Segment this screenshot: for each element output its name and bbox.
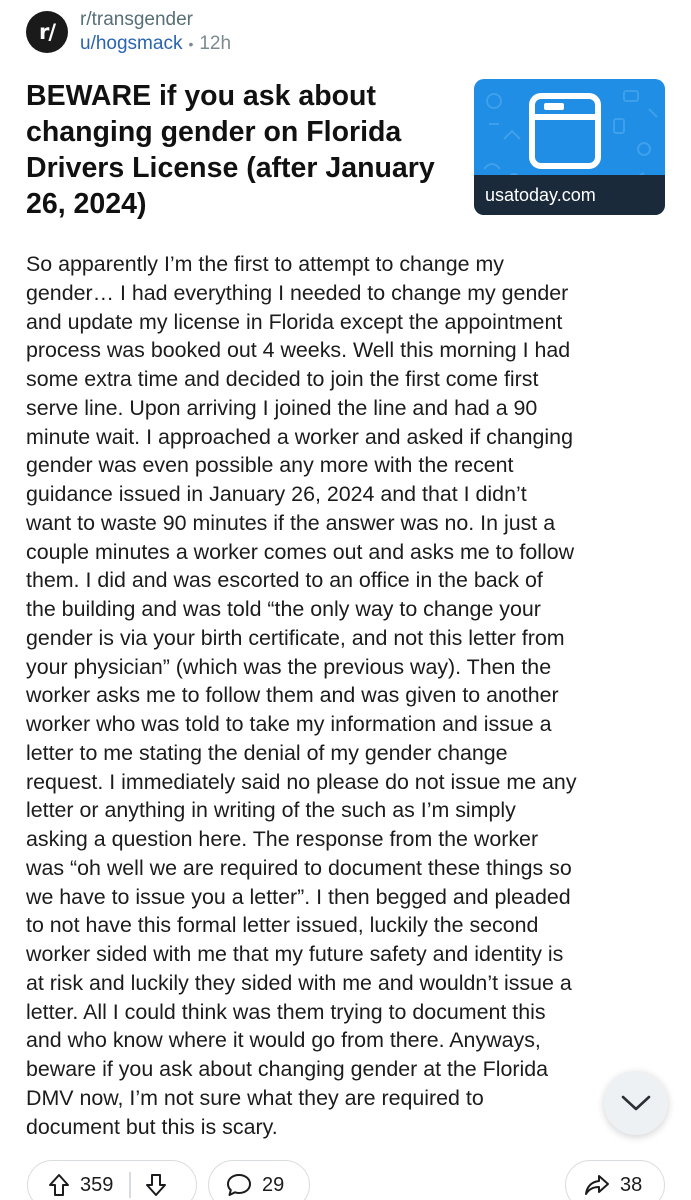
meta-separator: •: [188, 36, 194, 52]
link-domain: usatoday.com: [474, 175, 665, 215]
comment-count: 29: [262, 1173, 285, 1196]
vote-divider: [129, 1172, 131, 1198]
chevron-down-icon: [621, 1094, 651, 1112]
vote-control: [27, 1160, 197, 1200]
post-header: [26, 6, 231, 58]
link-thumbnail[interactable]: [474, 79, 665, 215]
share-arrow-icon: [584, 1174, 610, 1196]
scroll-down-button[interactable]: [604, 1071, 668, 1135]
author-line: [80, 32, 231, 56]
post-title[interactable]: BEWARE if you ask about changing gender on Florida Drivers License (after January 26, 2024): [26, 80, 435, 220]
upvote-count: 359: [80, 1173, 114, 1196]
post-age: 12h: [199, 33, 232, 54]
author-username[interactable]: u/hogsmack: [80, 33, 183, 54]
speech-bubble-icon: [226, 1173, 252, 1197]
upvote-button[interactable]: [48, 1173, 70, 1197]
downvote-button[interactable]: [145, 1173, 167, 1197]
arrow-down-icon: [145, 1173, 167, 1197]
post-body: So apparently I’m the first to attempt to change my gender… I had everything I needed to change my gender and update my license in Florida except the appointment process was booked out 4 weeks. Well this morning I had some extra time and decided to join the first come first serve line. Upon arriving I joined the line and had a 90 minute wait. I approached a worker and asked if changing gender was even possible any more with the recent guidance issued in January 26, 2024 and that I didn’t want to waste 90 minutes if the answer was no. In just a couple minutes a worker comes out and asks me to follow them. I did and was escorted to an office in the back of the building and was told “the only way to change your gender is via your birth certificate, and not this letter from your physician” (which was the previous way). Then the worker asks me to follow them and was given to another worker who was told to take my information and issue a letter to me stating the denial of my gender change request. I immediately said no please do not issue me any letter or anything in writing of the such as I’m simply asking a question here. The response from the worker was “oh well we are required to document these things so we have to issue you a letter”. I then begged and pleaded to not have this formal letter issued, luckily the second worker sided with me that my future safety and identity is at risk and luckily they sided with me and wouldn’t issue a letter. All I could think was them trying to document this and who know where it would go from there. Anyways, beware if you ask about changing gender at the Florida DMV now, I’m not sure what they are required to document but this is scary.: [26, 252, 577, 1139]
browser-window-icon: [529, 93, 601, 169]
share-count: 38: [620, 1173, 643, 1196]
post-meta: [80, 8, 231, 56]
comments-button[interactable]: [208, 1160, 310, 1200]
arrow-up-icon: [48, 1173, 70, 1197]
subreddit-avatar[interactable]: r/: [26, 11, 68, 53]
subreddit-name[interactable]: r/transgender: [80, 9, 194, 30]
share-button[interactable]: [565, 1160, 665, 1200]
post-action-bar: [0, 1160, 691, 1200]
